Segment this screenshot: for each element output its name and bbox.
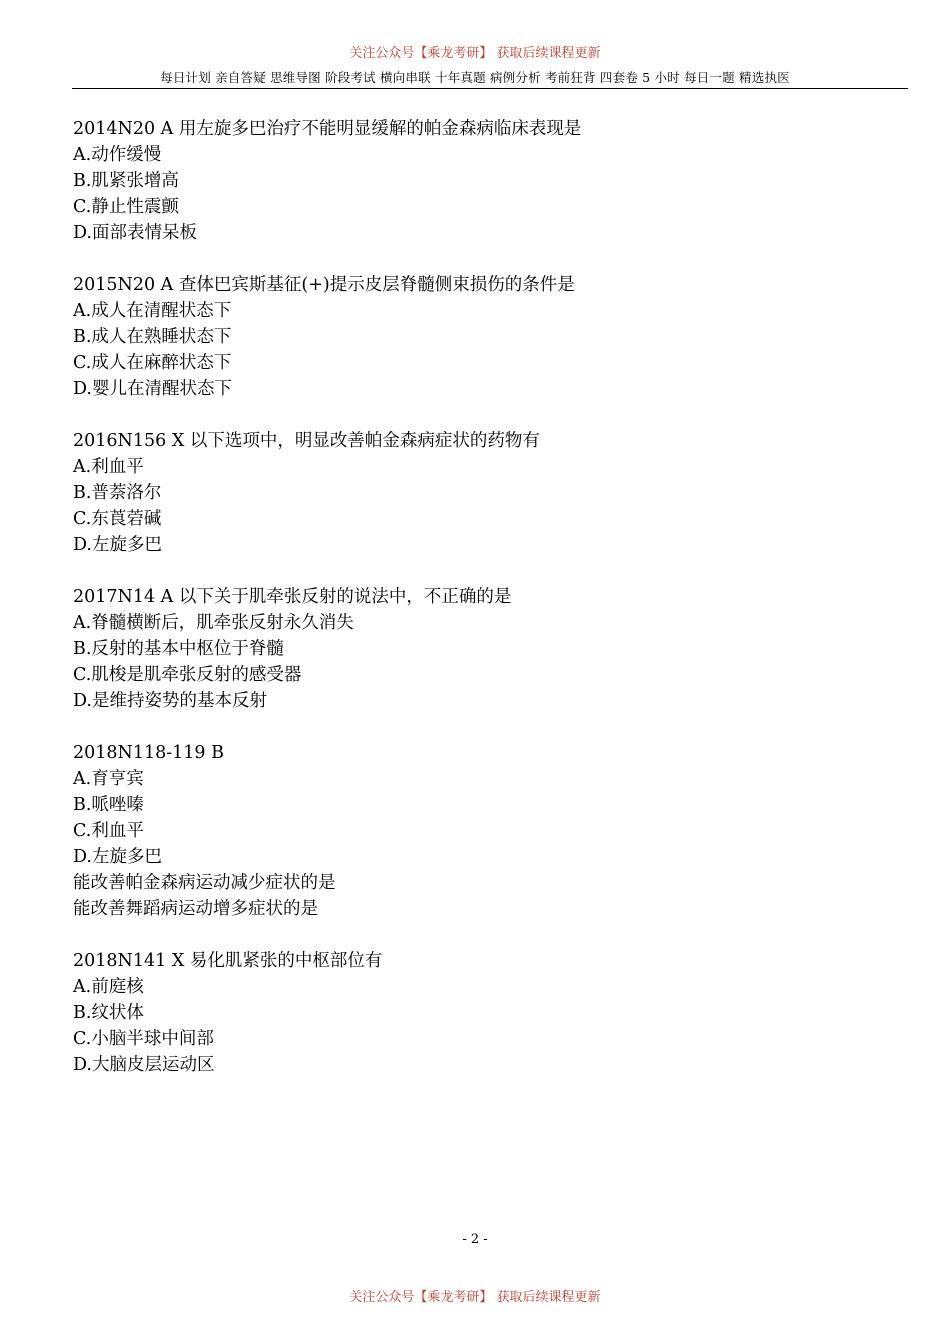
option-b: B.成人在熟睡状态下: [73, 327, 232, 347]
sub-question-118: 能改善帕金森病运动减少症状的是: [73, 873, 336, 893]
option-c: C.静止性震颤: [73, 197, 179, 217]
header-feature-list: 每日计划 亲自答疑 思维导图 阶段考试 横向串联 十年真题 病例分析 考前狂背 四套卷 5 小时 每日一题 精选执医: [160, 70, 790, 85]
option-a: A.脊髓横断后，肌牵张反射永久消失: [73, 613, 354, 633]
question-2015n20: [73, 272, 903, 402]
question-stem: 2018N141 X 易化肌紧张的中枢部位有: [73, 951, 383, 971]
header-promo-link[interactable]: 关注公众号【乘龙考研】 获取后续课程更新: [349, 46, 601, 61]
option-d: D.婴儿在清醒状态下: [73, 379, 232, 399]
option-a: A.成人在清醒状态下: [73, 301, 232, 321]
option-b: B.肌紧张增高: [73, 171, 179, 191]
question-stem: 2017N14 A 以下关于肌牵张反射的说法中，不正确的是: [73, 587, 512, 607]
question-2016n156: [73, 428, 903, 558]
sub-question-119: 能改善舞蹈病运动增多症状的是: [73, 899, 318, 919]
option-a: A.利血平: [73, 457, 144, 477]
question-stem: 2018N118-119 B: [73, 743, 224, 763]
option-c: C.肌梭是肌牵张反射的感受器: [73, 665, 302, 685]
option-d: D.左旋多巴: [73, 535, 162, 555]
option-b: B.普萘洛尔: [73, 483, 162, 503]
option-b: B.纹状体: [73, 1003, 144, 1023]
option-a: A.育亨宾: [73, 769, 144, 789]
question-stem: 2016N156 X 以下选项中，明显改善帕金森病症状的药物有: [73, 431, 540, 451]
option-d: D.大脑皮层运动区: [73, 1055, 215, 1075]
option-d: D.左旋多巴: [73, 847, 162, 867]
option-a: A.动作缓慢: [73, 145, 162, 165]
question-2018n141: [73, 948, 903, 1078]
option-b: B.哌唑嗪: [73, 795, 144, 815]
question-stem: 2015N20 A 查体巴宾斯基征(+)提示皮层脊髓侧束损伤的条件是: [73, 275, 575, 295]
option-c: C.成人在麻醉状态下: [73, 353, 232, 373]
page-number: - 2 -: [462, 1232, 488, 1247]
option-c: C.小脑半球中间部: [73, 1029, 214, 1049]
question-2014n20: [73, 116, 903, 246]
question-2018n118-119: [73, 740, 903, 922]
question-stem: 2014N20 A 用左旋多巴治疗不能明显缓解的帕金森病临床表现是: [73, 119, 582, 139]
option-c: C.东莨菪碱: [73, 509, 162, 529]
question-list: [73, 116, 903, 1104]
option-d: D.是维持姿势的基本反射: [73, 691, 267, 711]
header-divider: [72, 88, 908, 89]
footer-promo-link[interactable]: 关注公众号【乘龙考研】 获取后续课程更新: [349, 1290, 601, 1305]
option-a: A.前庭核: [73, 977, 144, 997]
option-b: B.反射的基本中枢位于脊髓: [73, 639, 284, 659]
option-c: C.利血平: [73, 821, 144, 841]
option-d: D.面部表情呆板: [73, 223, 197, 243]
question-2017n14: [73, 584, 903, 714]
